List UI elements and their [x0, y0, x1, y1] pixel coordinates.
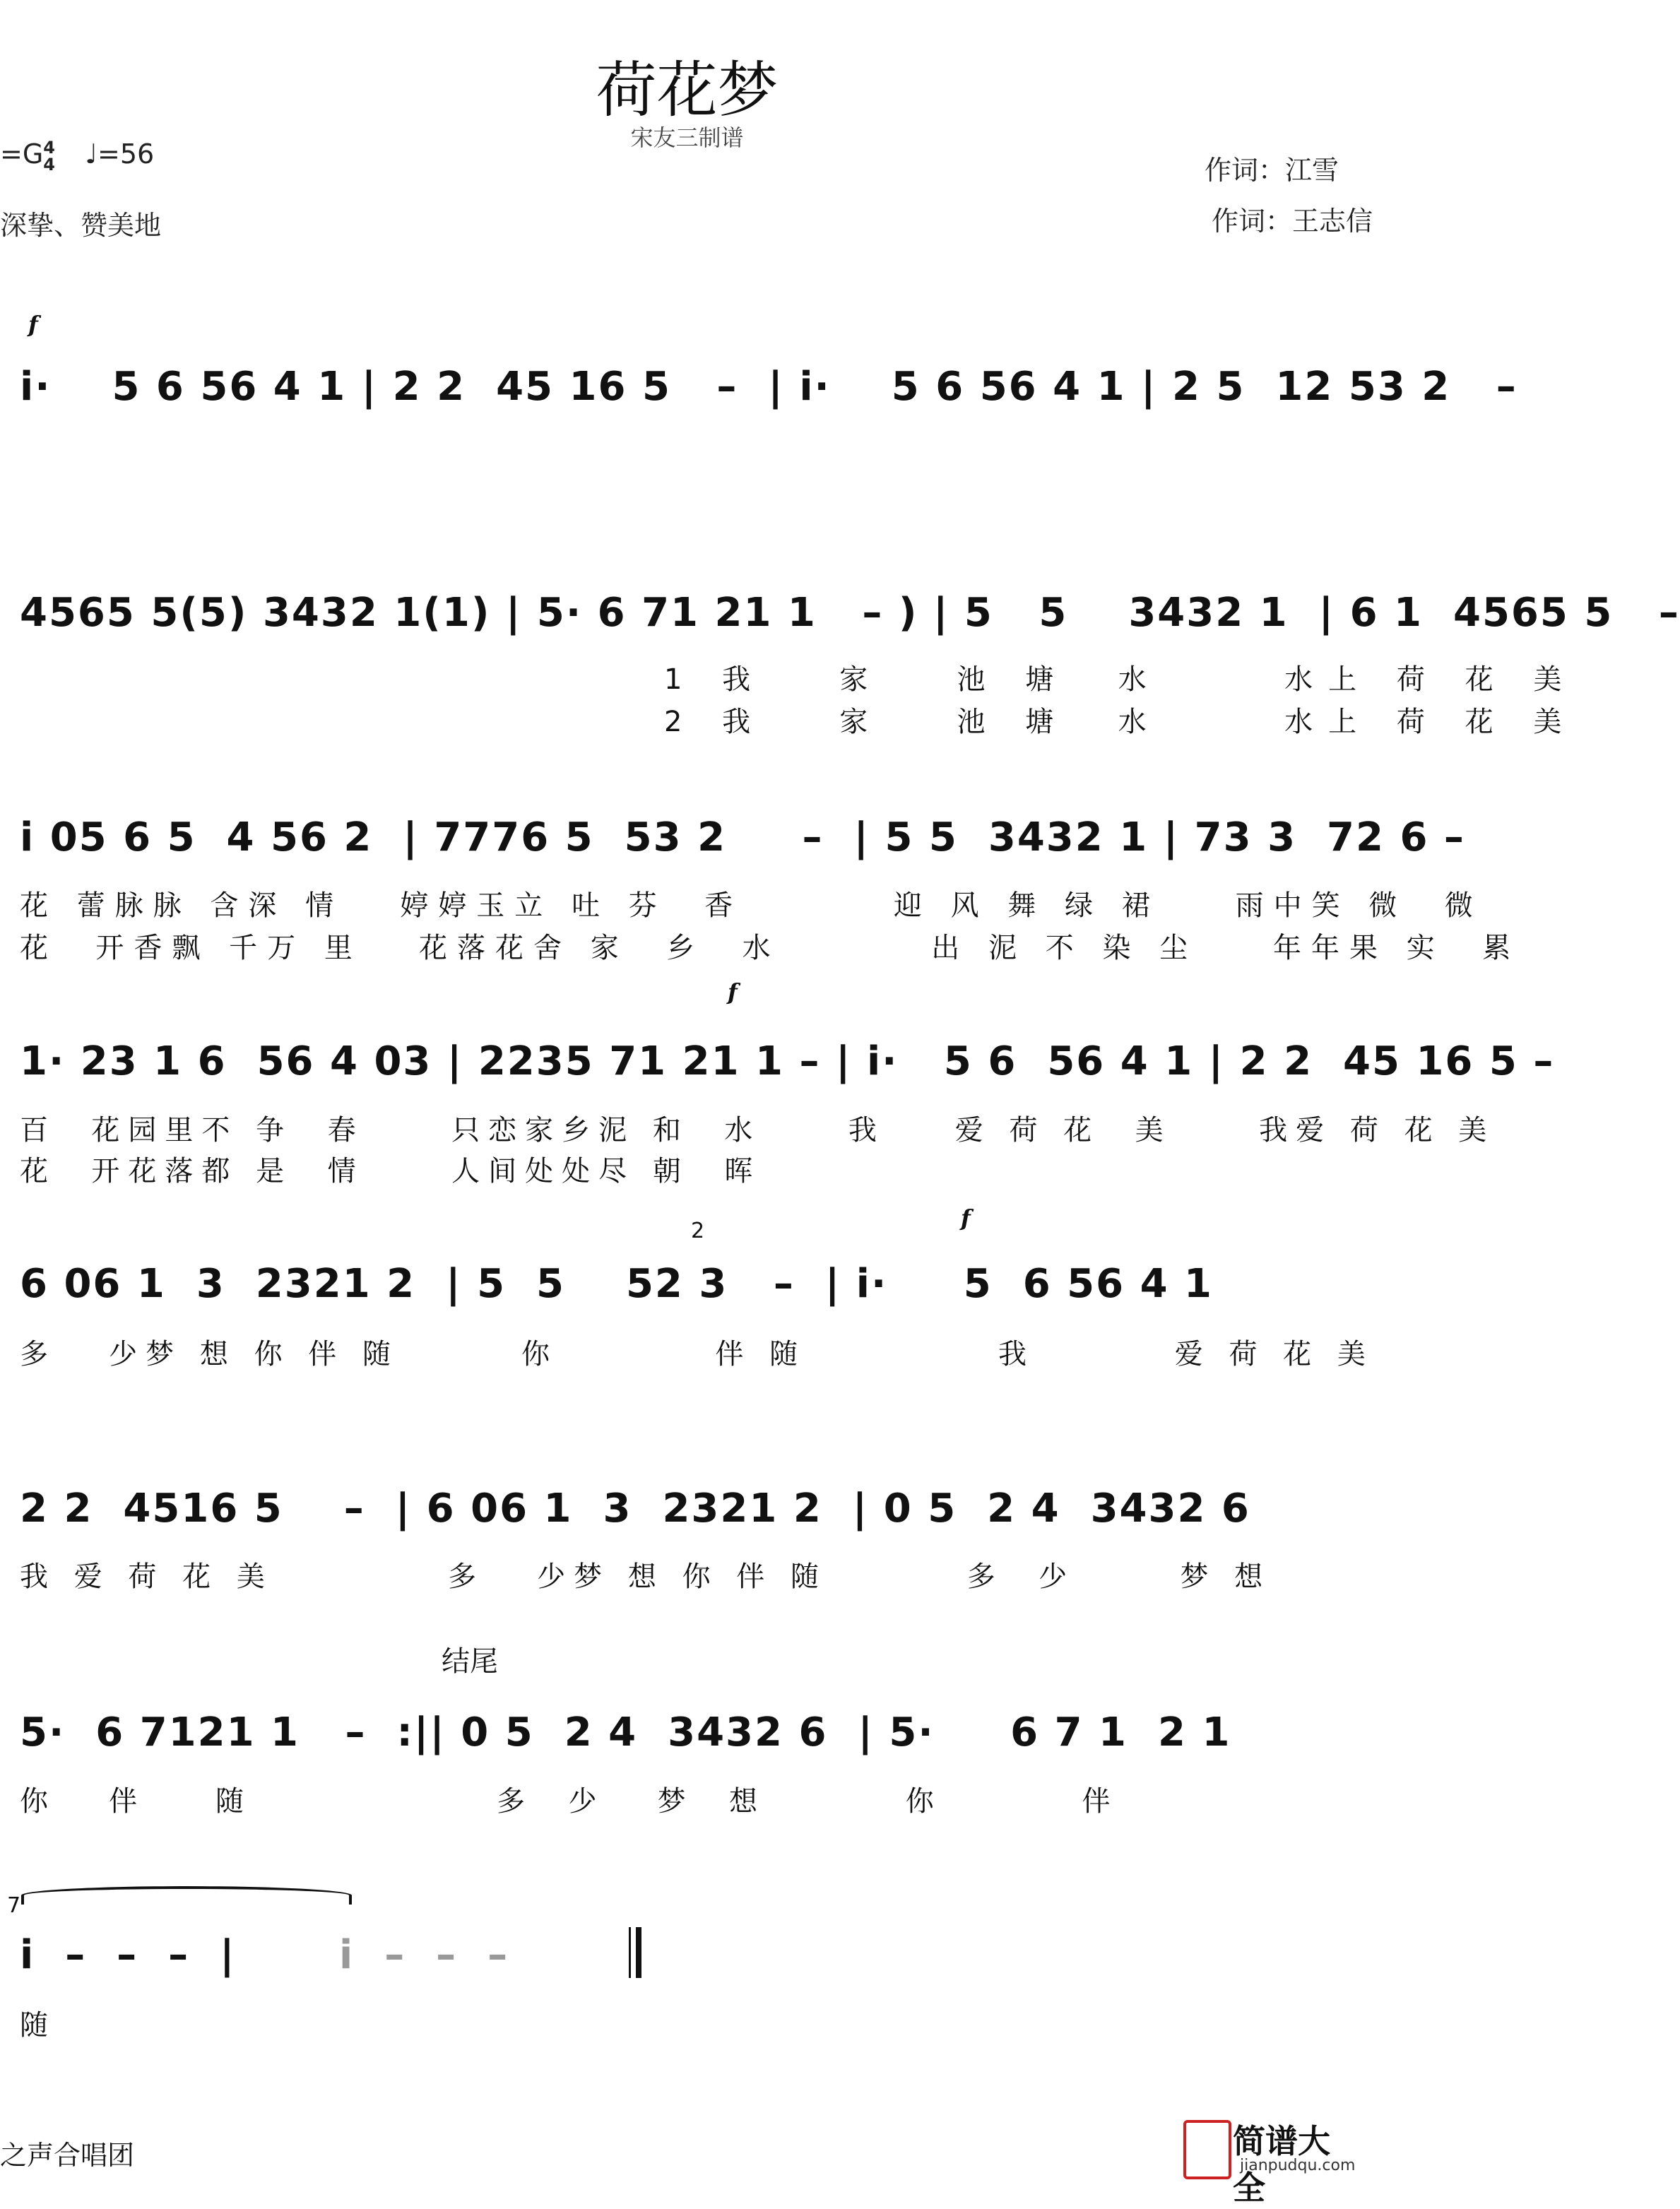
notation-row-3: i 05 6 5 4 56 2 | 7776 5 53 2 – | 5 5 3432 1 | 73 3 72 6 –	[20, 815, 1465, 860]
lyrics-row-2-verse-1: 1 我 家 池 塘 水 水上 荷 花 美	[664, 663, 1578, 696]
notation-row-1: i· 5 6 56 4 1 | 2 2 45 16 5 – | i· 5 6 56 4 1 | 2 5 12 53 2 –	[20, 364, 1518, 410]
notation-row-7: 5· 6 7121 1 – :|| 0 5 2 4 3432 6 | 5· 6 7 1 2 1	[20, 1710, 1231, 1755]
key-signature	[0, 138, 154, 173]
lyrics-row-4-verse-1: 百 花园里不 争 春 只恋家乡泥 和 水 我 爱 荷 花 美 我爱 荷 花 美	[20, 1114, 1496, 1147]
notation-row-5: 6 06 1 3 2321 2 | 5 5 52 3 – | i· 5 6 56 4 1	[20, 1261, 1214, 1307]
lyrics-row-8: 随	[20, 2009, 64, 2042]
lyrics-row-2-verse-2: 2 我 家 池 塘 水 水上 荷 花 美	[664, 706, 1578, 738]
song-title: 荷花梦	[596, 55, 779, 126]
expression-marking: 深挚、赞美地	[0, 210, 162, 241]
tie-arc	[21, 1886, 352, 1905]
lyrics-row-3-verse-1: 花 蕾脉脉 含深 情 婷婷玉立 吐 芬 香 迎 风 舞 绿 裙 雨中笑 微 微	[20, 889, 1483, 922]
logo-url: jianpudqu.com	[1240, 2157, 1356, 2174]
footer-credit: 之声合唱团	[0, 2140, 135, 2171]
final-barline	[636, 1927, 641, 1978]
notation-row-2: 4565 5(5) 3432 1(1) | 5· 6 71 21 1 – ) | 5 5 3432 1 | 6 1 4565 5 –	[20, 590, 1680, 636]
dynamic-forte: f	[28, 311, 38, 338]
final-barline-thin	[629, 1927, 631, 1978]
lyricist-credit: 作词：江雪	[1205, 155, 1339, 186]
lyrics-row-6: 我 爱 荷 花 美 多 少梦 想 你 伴 随 多 少 梦 想	[20, 1560, 1272, 1593]
lyrics-row-7: 你 伴 随 多 少 梦 想 你 伴	[20, 1785, 1119, 1818]
arranger-credit: 宋友三制谱	[630, 124, 744, 151]
site-logo	[1183, 2116, 1360, 2207]
piano-logo-icon	[1183, 2120, 1231, 2179]
notation-row-6: 2 2 4516 5 – | 6 06 1 3 2321 2 | 0 5 2 4 3432 6	[20, 1486, 1250, 1532]
time-sig-bottom: 4	[43, 154, 55, 174]
time-sig-top: 4	[43, 137, 55, 158]
composer-credit: 作词：王志信	[1212, 206, 1373, 237]
lyrics-row-4-verse-2: 花 开花落都 是 情 人间处处尽 朝 晖	[20, 1155, 762, 1188]
tempo-marking: ♩=56	[85, 138, 155, 170]
logo-title: 简谱大全	[1233, 2122, 1330, 2207]
notation-row-4: 1· 23 1 6 56 4 03 | 2235 71 21 1 – | i· 5 6 56 4 1 | 2 2 45 16 5 –	[20, 1038, 1555, 1084]
notation-row-8: i – – – |	[20, 1932, 236, 1978]
dynamic-forte: f	[961, 1204, 971, 1231]
lyrics-row-3-verse-2: 花 开香飘 千万 里 花落花舍 家 乡 水 出 泥 不 染 尘 年年果 实 累	[20, 932, 1521, 964]
key-label: =G	[0, 138, 44, 170]
volta-marker-2: 2	[691, 1219, 705, 1243]
notation-row-8-faded: i – – –	[339, 1932, 509, 1978]
ending-marker: 结尾	[442, 1645, 498, 1678]
lyrics-row-5: 多 少梦 想 你 伴 随 你 伴 随 我 爱 荷 花 美	[20, 1338, 1374, 1370]
dynamic-forte: f	[728, 978, 738, 1005]
volta-marker-7: 7	[7, 1893, 21, 1918]
